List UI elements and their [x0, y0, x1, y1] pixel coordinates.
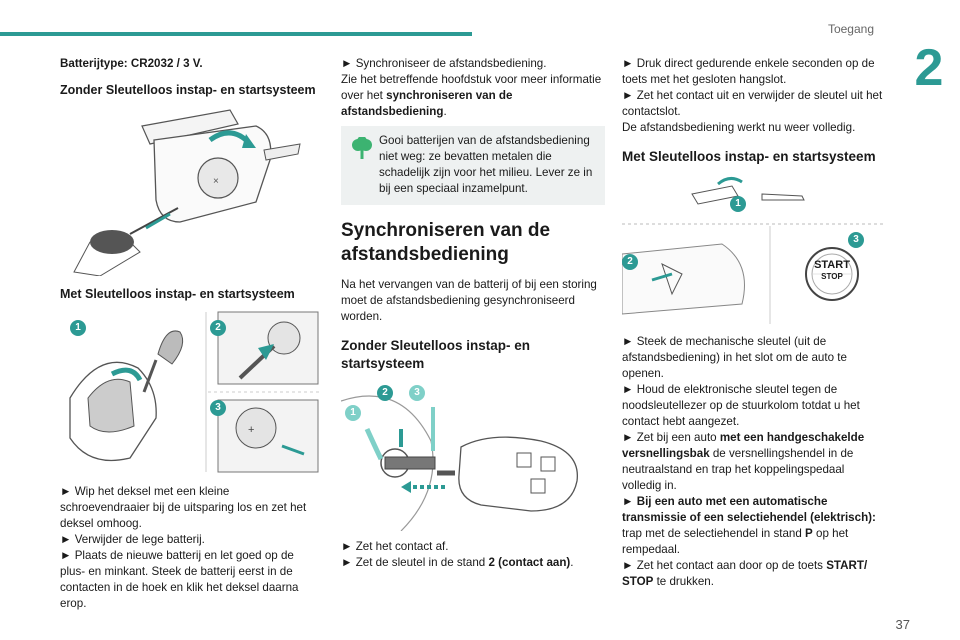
keyless-step-5-end: te drukken. — [653, 575, 714, 588]
svg-text:×: × — [213, 176, 219, 187]
figure-number-2: 2 — [622, 254, 638, 270]
environment-note-text: Gooi batterijen van de afstandsbediening niet weg: ze bevatten metalen die schadelijk zijn voor het milieu. Lever ze in bij een speciaal inzamelpunt. — [379, 134, 593, 195]
heading-with-keyless-start: Met Sleutelloos instap- en startsysteem — [622, 149, 876, 164]
col1-step-3: ► Plaats de nieuwe batterij en let goed op de plus- en minkant. Steek de batterij eerst in de contacten in de hoek en klik het deksel daarna erop. — [60, 549, 299, 610]
sync-intro: Na het vervangen van de batterij of bij een storing moet de afstandsbediening gesynchroniseerd worden. — [341, 278, 597, 323]
keyless-step-4-bold2: P — [805, 527, 813, 540]
keyless-step-4-bold: ► Bij een auto met een automatische transmissie of een selectiehendel (elektrisch): — [622, 495, 876, 524]
figure-number-2: 2 — [377, 385, 393, 401]
battery-type: Batterijtype: CR2032 / 3 V. — [60, 57, 203, 70]
col1-step-2: ► Verwijder de lege batterij. — [60, 533, 205, 546]
keyless-start-figure — [622, 174, 884, 324]
keyless-step-4 — [622, 494, 884, 558]
ignition-sync-figure — [341, 381, 605, 531]
environment-note — [341, 126, 605, 205]
col1-step-1: ► Wip het deksel met een kleine schroevendraaier bij de uitsparing los en zet het deksel omhoog. — [60, 485, 307, 530]
heading-with-keyless: Met Sleutelloos instap- en startsysteem — [60, 287, 295, 301]
sync-reference — [341, 72, 605, 120]
svg-text:+: + — [248, 424, 255, 436]
keyless-step-3-bold: met een handgeschakelde versnellingsbak — [622, 431, 865, 460]
sync-step-1: ► Zet het contact af. — [341, 540, 449, 553]
figure-number-3: 3 — [210, 400, 226, 416]
figure-number-3: 3 — [409, 385, 425, 401]
keyless-step-5 — [622, 558, 884, 590]
figure-number-3: 3 — [848, 232, 864, 248]
stop-label: STOP — [821, 272, 843, 281]
page-number: 37 — [895, 617, 910, 632]
column-2 — [341, 56, 605, 571]
heading-without-keyless: Zonder Sleutelloos instap- en startsysteem — [60, 83, 316, 97]
keyless-battery-figure — [60, 308, 322, 476]
keyless-step-5-text: ► Zet het contact aan door op de toets — [622, 559, 827, 572]
col3-para-2: ► Zet het contact uit en verwijder de sleutel uit het contactslot. — [622, 89, 883, 118]
col3-para-3: De afstandsbediening werkt nu weer volledig. — [622, 121, 856, 134]
section-title: Toegang — [827, 22, 874, 36]
start-label: START — [814, 259, 850, 271]
keyless-step-3 — [622, 430, 884, 494]
keyless-step-5-bold: START/ STOP — [622, 559, 868, 588]
column-1 — [60, 56, 322, 612]
key-battery-illustration — [60, 104, 322, 276]
heading-synchronisation: Synchroniseren van de afstandsbediening — [341, 220, 551, 265]
figure-number-1: 1 — [345, 405, 361, 421]
sync-step-2-text: ► Zet de sleutel in de stand — [341, 556, 489, 569]
heading-without-keyless-sync: Zonder Sleutelloos instap- en startsysteem — [341, 338, 531, 371]
keyless-step-2: ► Houd de elektronische sleutel tegen de noodsleutellezer op de stuurkolom totdat u het contact hebt aangezet. — [622, 383, 860, 428]
keyless-battery-illustration — [60, 308, 322, 476]
sync-reference-end: . — [443, 105, 447, 118]
key-battery-figure — [60, 104, 322, 276]
column-3 — [622, 56, 884, 590]
sync-instruction: ► Synchroniseer de afstandsbediening. — [341, 57, 547, 70]
keyless-step-3-end: de versnellingshendel in de neutraalstand en trap het koppelingspedaal volledig in. — [622, 447, 854, 492]
header-accent-bar — [0, 32, 472, 36]
keyless-start-illustration — [622, 174, 884, 324]
sync-step-2-end: . — [570, 556, 574, 569]
sync-reference-text: Zie het betreffende hoofdstuk voor meer informatie over het — [341, 73, 602, 102]
figure-number-1: 1 — [730, 196, 746, 212]
figure-number-1: 1 — [70, 320, 86, 336]
sync-step-2 — [341, 555, 605, 571]
figure-number-2: 2 — [210, 320, 226, 336]
tree-icon — [351, 137, 373, 161]
start-stop-button — [812, 259, 852, 283]
chapter-number: 2 — [898, 40, 960, 96]
sync-reference-link[interactable]: synchroniseren van de afstandsbediening — [341, 89, 513, 118]
ignition-key-illustration — [341, 381, 605, 531]
keyless-step-3-text: ► Zet bij een auto — [622, 431, 720, 444]
keyless-step-1: ► Steek de mechanische sleutel (uit de afstandsbediening) in het slot om de auto te openen. — [622, 335, 847, 380]
sync-step-2-bold: 2 (contact aan) — [488, 556, 571, 569]
col3-para-1: ► Druk direct gedurende enkele seconden op de toets met het gesloten hangslot. — [622, 57, 875, 86]
keyless-step-4-end: op het rempedaal. — [622, 527, 849, 556]
keyless-step-4-text: trap met de selectiehendel in stand — [622, 527, 806, 540]
